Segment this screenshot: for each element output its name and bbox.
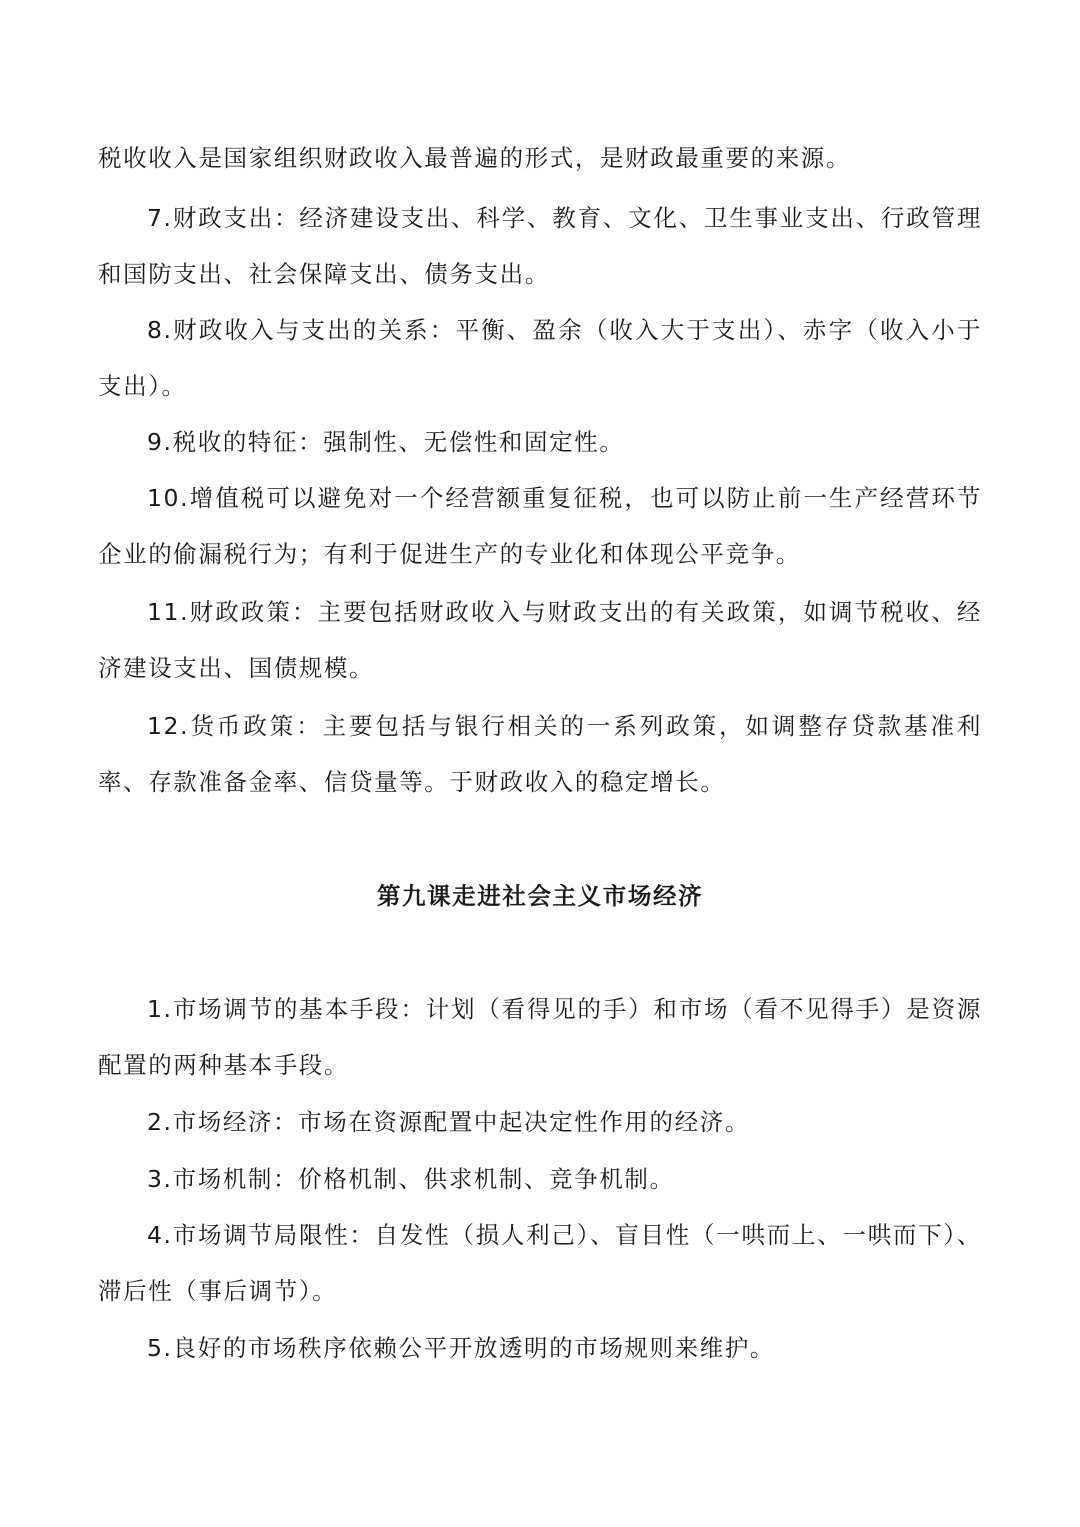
lesson-item-paragraph-1: 1.市场调节的基本手段：计划（看得见的手）和市场（看不见得手）是资源配置的两种基本手段。	[98, 995, 982, 1079]
lesson-item-paragraph-3: 3.市场机制：价格机制、供求机制、竞争机制。	[147, 1165, 675, 1193]
item-paragraph-7: 7.财政支出：经济建设支出、科学、教育、文化、卫生事业支出、行政管理和国防支出、社会保障支出、债务支出。	[98, 204, 982, 288]
item-paragraph-11: 11.财政政策：主要包括财政收入与财政支出的有关政策，如调节税收、经济建设支出、国债规模。	[98, 598, 982, 682]
lesson-item-paragraph-2: 2.市场经济：市场在资源配置中起决定性作用的经济。	[147, 1108, 750, 1136]
lesson-title: 第九课走进社会主义市场经济	[376, 882, 704, 910]
continuation-paragraph: 税收收入是国家组织财政收入最普遍的形式，是财政最重要的来源。	[98, 144, 851, 172]
lesson-item-paragraph-5: 5.良好的市场秩序依赖公平开放透明的市场规则来维护。	[147, 1334, 776, 1362]
lesson-item-paragraph-4: 4.市场调节局限性：自发性（损人利己）、盲目性（一哄而上、一哄而下）、滞后性（事后调节）。	[98, 1221, 982, 1305]
item-paragraph-8: 8.财政收入与支出的关系：平衡、盈余（收入大于支出）、赤字（收入小于支出）。	[98, 316, 982, 400]
item-paragraph-12: 12.货币政策：主要包括与银行相关的一系列政策，如调整存贷款基准利率、存款准备金率、信贷量等。于财政收入的稳定增长。	[98, 712, 982, 796]
item-paragraph-10: 10.增值税可以避免对一个经营额重复征税，也可以防止前一生产经营环节企业的偷漏税行为；有利于促进生产的专业化和体现公平竞争。	[98, 484, 982, 568]
item-paragraph-9: 9.税收的特征：强制性、无偿性和固定性。	[147, 428, 625, 456]
